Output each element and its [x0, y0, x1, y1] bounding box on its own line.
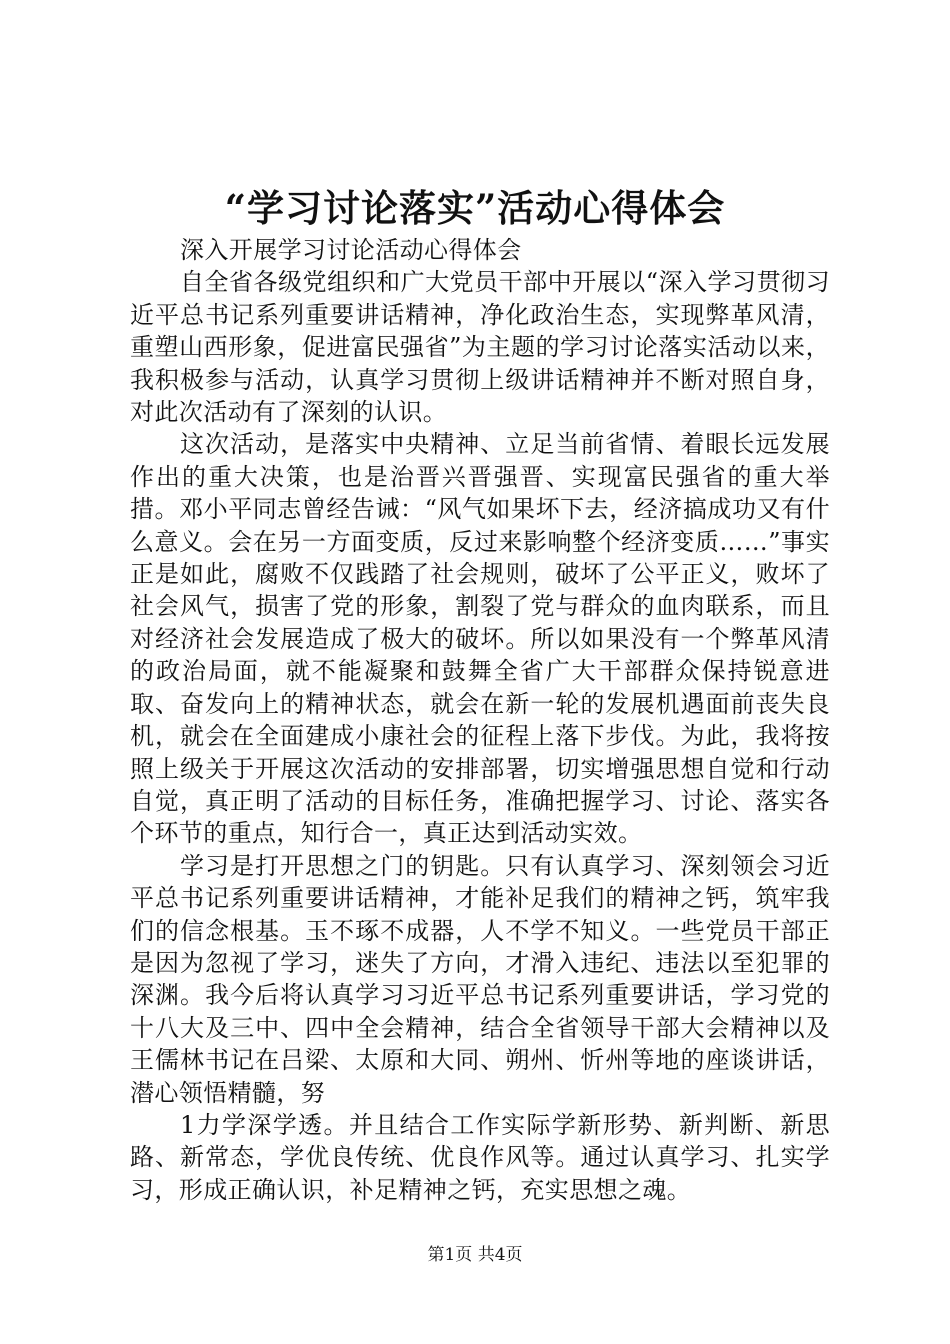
document-body: [130, 234, 830, 1206]
page-number-footer: 第1页 共4页: [427, 1245, 523, 1265]
body-paragraph: 自全省各级党组织和广大党员干部中开展以“深入学习贯彻习近平总书记系列重要讲话精神，净化政治生态，实现弊革风清，重塑山西形象，促进富民强省”为主题的学习讨论落实活动以来，我积极参与活动，认真学习贯彻上级讲话精神并不断对照自身，对此次活动有了深刻的认识。: [130, 268, 830, 427]
body-paragraph: 学习是打开思想之门的钥匙。只有认真学习、深刻领会习近平总书记系列重要讲话精神，才能补足我们的精神之钙，筑牢我们的信念根基。玉不琢不成器，人不学不知义。一些党员干部正是因为忽视了学习，迷失了方向，才滑入违纪、违法以至犯罪的深渊。我今后将认真学习习近平总书记系列重要讲话，学习党的十八大及三中、四中全会精神，结合全省领导干部大会精神以及王儒林书记在吕梁、太原和大同、朔州、忻州等地的座谈讲话，潜心领悟精髓，努: [130, 851, 830, 1107]
body-paragraph: 1力学深学透。并且结合工作实际学新形势、新判断、新思路、新常态，学优良传统、优良作风等。通过认真学习、扎实学习，形成正确认识，补足精神之钙，充实思想之魂。: [130, 1110, 830, 1204]
body-paragraph: 这次活动，是落实中央精神、立足当前省情、着眼长远发展作出的重大决策，也是治晋兴晋强晋、实现富民强省的重大举措。邓小平同志曾经告诫：“风气如果坏下去，经济搞成功又有什么意义。会在另一方面变质，反过来影响整个经济变质……”事实正是如此，腐败不仅践踏了社会规则，破坏了公平正义，败坏了社会风气，损害了党的形象，割裂了党与群众的血肉联系，而且对经济社会发展造成了极大的破坏。所以如果没有一个弊革风清的政治局面，就不能凝聚和鼓舞全省广大干部群众保持锐意进取、奋发向上的精神状态，就会在新一轮的发展机遇面前丧失良机，就会在全面建成小康社会的征程上落下步伐。为此，我将按照上级关于开展这次活动的安排部署，切实增强思想自觉和行动自觉，真正明了活动的目标任务，准确把握学习、讨论、落实各个环节的重点，知行合一，真正达到活动实效。: [130, 430, 830, 848]
subtitle-paragraph: 深入开展学习讨论活动心得体会: [180, 236, 522, 264]
document-title: “学习讨论落实”活动心得体会: [224, 186, 726, 230]
